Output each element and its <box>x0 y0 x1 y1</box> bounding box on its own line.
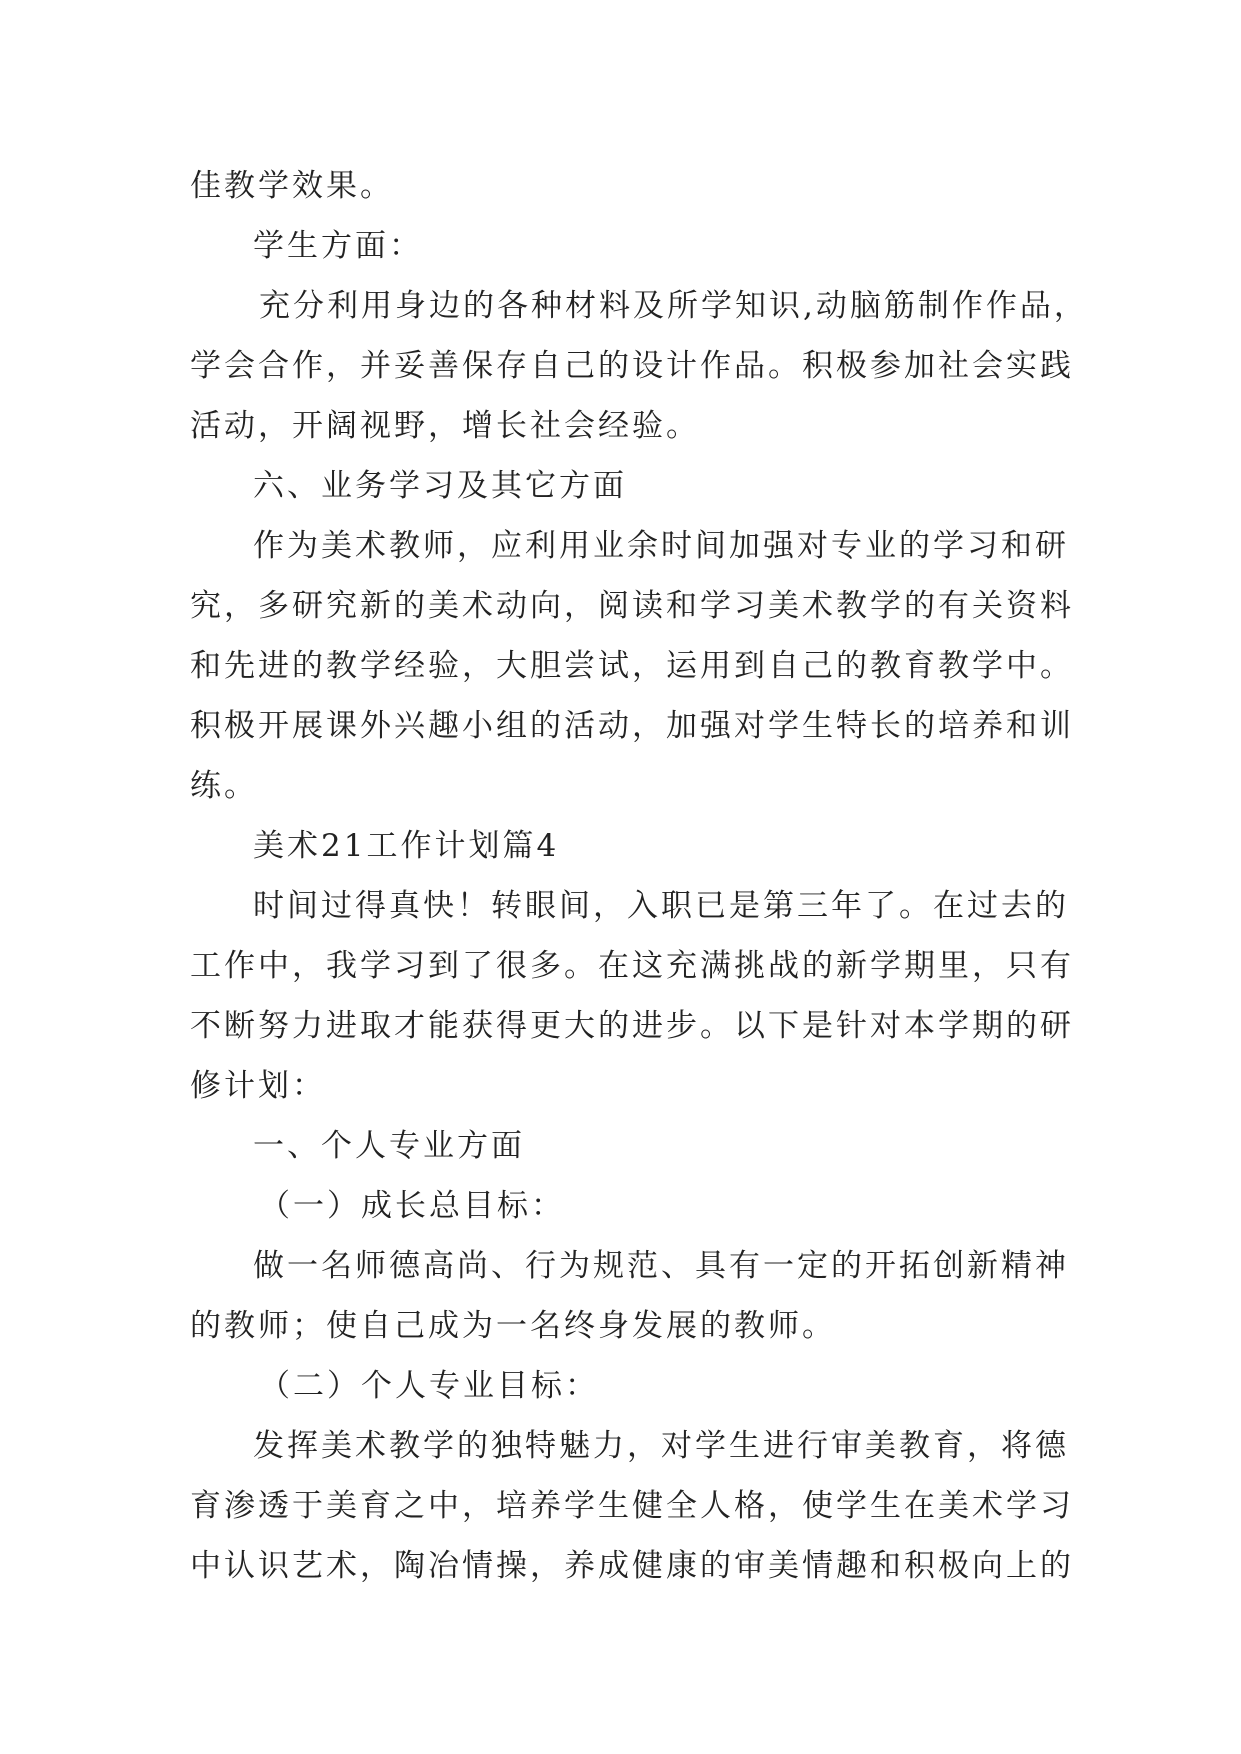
text-line: 究，多研究新的美术动向，阅读和学习美术教学的有关资料 <box>190 588 1074 624</box>
text-line: 中认识艺术，陶冶情操，养成健康的审美情趣和积极向上的 <box>190 1548 1074 1584</box>
text-line: 育渗透于美育之中，培养学生健全人格，使学生在美术学习 <box>190 1488 1074 1524</box>
section-subheading: 学生方面： <box>253 228 423 264</box>
section-subheading: （二）个人专业目标： <box>259 1368 599 1404</box>
article-title: 美术21工作计划篇4 <box>253 828 560 864</box>
text-line: 练。 <box>190 768 258 804</box>
text-line: 作为美术教师，应利用业余时间加强对专业的学习和研 <box>253 528 1069 564</box>
text-line: 发挥美术教学的独特魅力，对学生进行审美教育，将德 <box>253 1428 1069 1464</box>
section-heading: 一、个人专业方面 <box>253 1128 525 1164</box>
text-line: 做一名师德高尚、行为规范、具有一定的开拓创新精神 <box>253 1248 1069 1284</box>
text-line: 佳教学效果。 <box>190 168 394 204</box>
text-line: 时间过得真快！转眼间，入职已是第三年了。在过去的 <box>253 888 1069 924</box>
text-line: 不断努力进取才能获得更大的进步。以下是针对本学期的研 <box>190 1008 1074 1044</box>
text-line: 和先进的教学经验，大胆尝试，运用到自己的教育教学中。 <box>190 648 1074 684</box>
section-subheading: （一）成长总目标： <box>259 1188 565 1224</box>
text-line: 工作中，我学习到了很多。在这充满挑战的新学期里，只有 <box>190 948 1074 984</box>
text-line: 积极开展课外兴趣小组的活动，加强对学生特长的培养和训 <box>190 708 1074 744</box>
section-heading: 六、业务学习及其它方面 <box>253 468 627 504</box>
text-line: 充分利用身边的各种材料及所学知识,动脑筋制作作品， <box>259 288 1088 324</box>
text-line: 的教师；使自己成为一名终身发展的教师。 <box>190 1308 836 1344</box>
text-line: 学会合作，并妥善保存自己的设计作品。积极参加社会实践 <box>190 348 1074 384</box>
text-line: 活动，开阔视野，增长社会经验。 <box>190 408 700 444</box>
text-line: 修计划： <box>190 1068 326 1104</box>
